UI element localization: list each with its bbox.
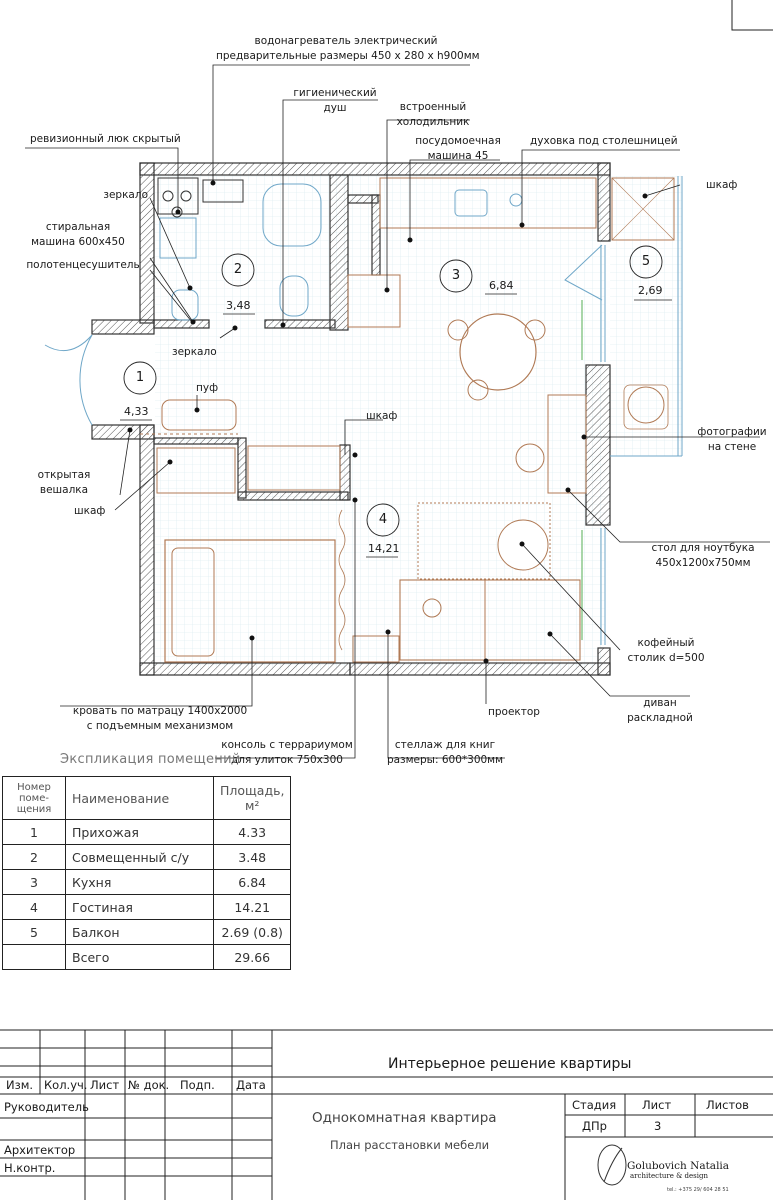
col-list: Лист [90, 1078, 120, 1092]
callout-shelf: стеллаж для книг размеры: 600*300мм [386, 739, 504, 766]
room-area-5: 2,69 [638, 284, 663, 297]
room-area-4: 14,21 [368, 542, 400, 555]
sheets-label: Листов [706, 1098, 749, 1112]
project-title: Интерьерное решение квартиры [388, 1056, 632, 1072]
role-architect: Архитектор [4, 1143, 76, 1157]
col-kol-uch: Кол.уч. [44, 1078, 88, 1092]
role-norm-control: Н.контр. [4, 1161, 56, 1175]
room-id-4: 4 [378, 512, 388, 527]
col-date: Дата [236, 1078, 266, 1092]
room-area-2: 3,48 [226, 299, 251, 312]
callout-towel-rail: полотенцесушитель [26, 259, 140, 271]
callout-hatch: ревизионный люк скрытый [30, 133, 181, 145]
sheet-value: 3 [654, 1119, 662, 1133]
dining-table [460, 314, 536, 390]
room-area-3: 6,84 [489, 279, 514, 292]
table-row: Всего 29.66 [3, 945, 291, 970]
callout-cabinet-balcony: шкаф [706, 179, 738, 191]
col-doc: № док. [128, 1078, 170, 1092]
table-row: 5 Балкон 2.69 (0.8) [3, 920, 291, 945]
stage-value: ДПр [582, 1119, 607, 1133]
callout-sofa: диван раскладной [627, 697, 693, 724]
callout-dishwasher: посудомоечная машина 45 [415, 135, 501, 162]
room-area-1: 4,33 [124, 405, 149, 418]
logo-subtitle: architecture & design [630, 1172, 708, 1180]
sheet-label: Лист [642, 1098, 672, 1112]
frame-corner [732, 0, 773, 30]
room-id-3: 3 [451, 268, 461, 283]
sheet-subtitle: План расстановки мебели [330, 1138, 490, 1152]
sheet-title: Однокомнатная квартира [312, 1110, 497, 1126]
table-row: 2 Совмещенный с/у 3.48 [3, 845, 291, 870]
room-id-5: 5 [641, 254, 651, 269]
logo-phone: tel.: +375 29/ 604 28 51 [667, 1187, 729, 1193]
callout-open-hanger: открытая вешалка [37, 469, 91, 496]
callout-photos: фотографии на стене [697, 426, 767, 453]
callout-builtin-fridge: встроенный холодильник [396, 101, 470, 128]
callout-oven: духовка под столешницей [530, 135, 678, 147]
header-number: Номер поме-щения [3, 777, 66, 820]
header-name: Наименование [66, 777, 214, 820]
callout-laptop-table: стол для ноутбука 450х1200х750мм [651, 542, 755, 569]
explication-table [2, 776, 291, 970]
callout-mirror-hall: зеркало [172, 346, 217, 358]
callout-bed: кровать по матрацу 1400х2000 с подъемным механизмом [72, 705, 248, 732]
header-area: Площадь, м² [214, 777, 291, 820]
feather-logo [598, 1145, 626, 1185]
callout-projector: проектор [488, 706, 540, 718]
room-id-1: 1 [135, 370, 145, 385]
callout-hygienic-shower: гигиенический душ [293, 87, 377, 114]
stage-label: Стадия [572, 1098, 617, 1112]
room-id-2: 2 [233, 262, 243, 277]
callout-coffee-table: кофейный столик d=500 [627, 637, 705, 664]
balcony-floor [610, 176, 682, 456]
role-head: Руководитель [4, 1100, 89, 1114]
callout-washer: стиральная машина 600х450 [31, 221, 125, 248]
logo-name: Golubovich Natalia [627, 1160, 730, 1172]
table-row: 3 Кухня 6.84 [3, 870, 291, 895]
col-izm: Изм. [6, 1078, 34, 1092]
callout-console: консоль с террариумом для улиток 750х300 [221, 739, 353, 766]
callout-pouf: пуф [196, 382, 219, 394]
callout-cabinet-left: шкаф [74, 505, 106, 517]
explication-caption: Экспликация помещений [60, 752, 241, 767]
callout-mirror-bath: зеркало [103, 189, 148, 201]
table-row: 1 Прихожая 4.33 [3, 820, 291, 845]
table-row: 4 Гостиная 14.21 [3, 895, 291, 920]
entry-door [80, 335, 92, 425]
col-podp: Подп. [180, 1078, 215, 1092]
callout-cabinet-hall: шкаф [366, 410, 398, 422]
callout-water-heater: водонагреватель электрический предварительные размеры 450 х 280 х h900мм [216, 35, 480, 62]
